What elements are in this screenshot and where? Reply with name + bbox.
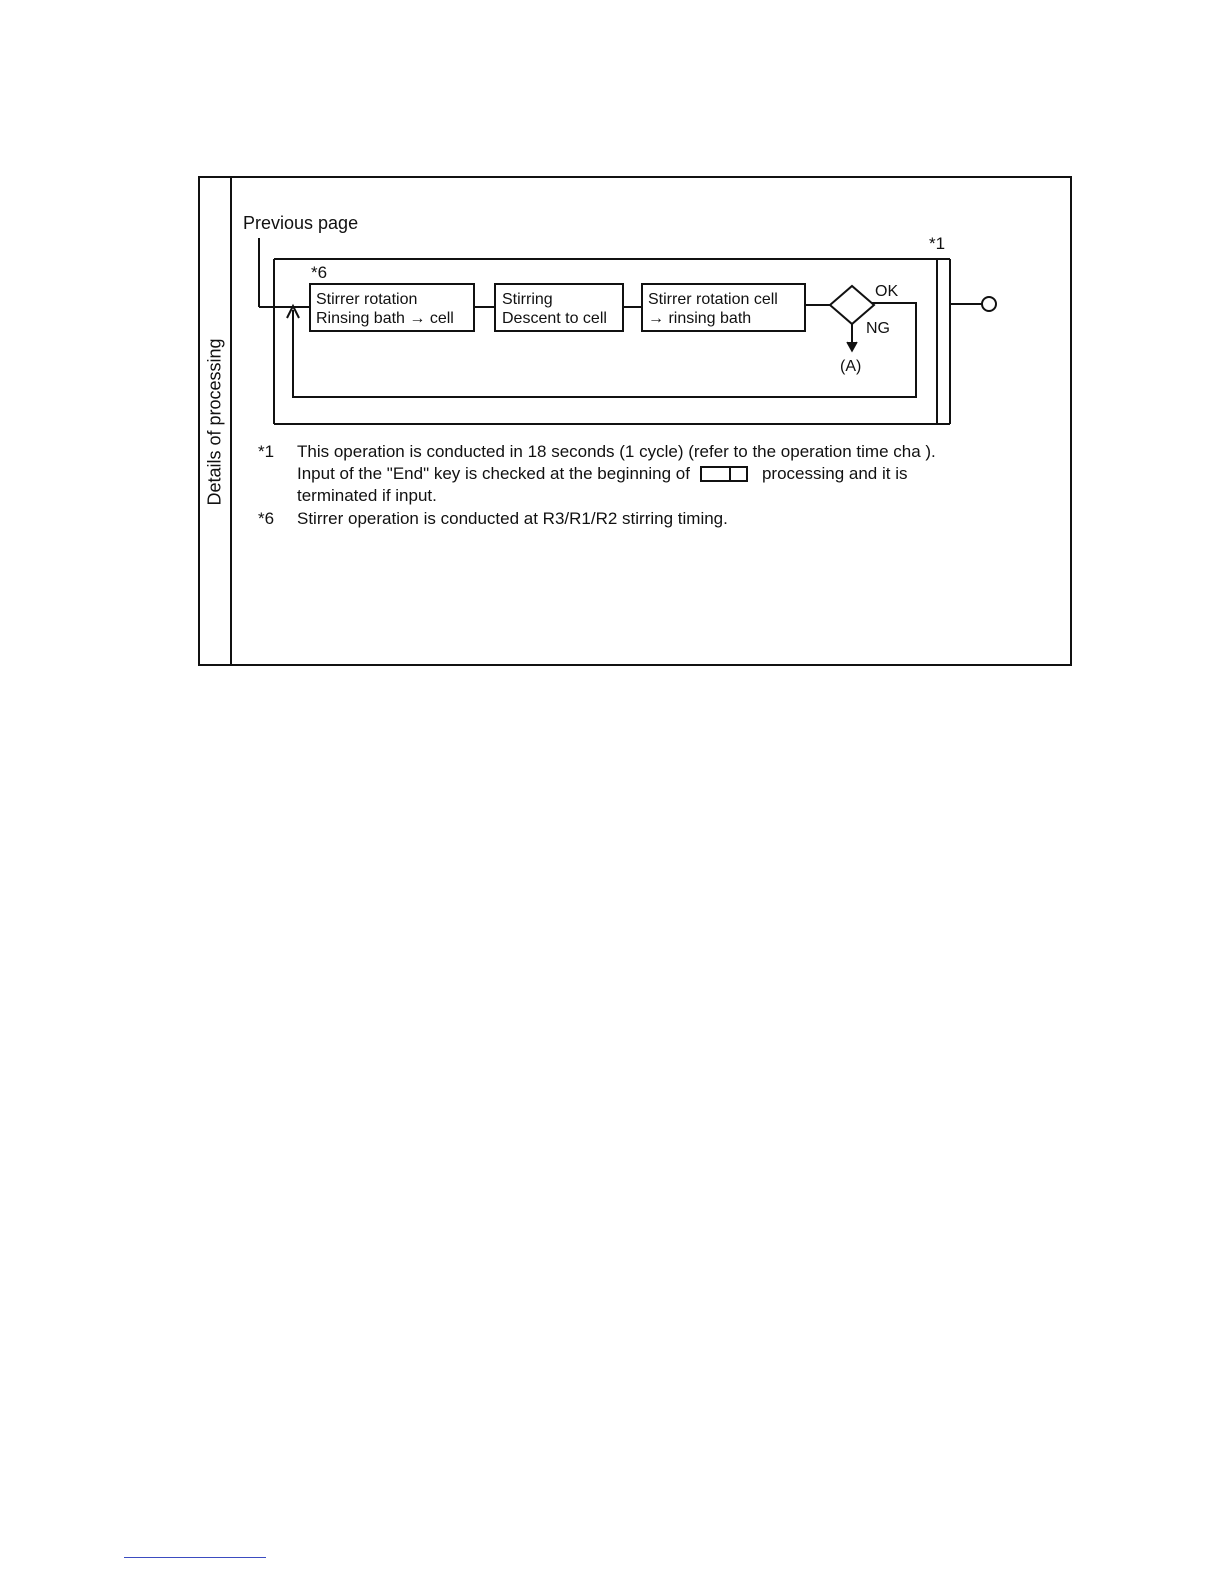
note-1-line2 (297, 463, 907, 485)
step-note-mark: *6 (311, 263, 328, 282)
flow-diagram (0, 0, 1224, 700)
decision-ng-label: NG (866, 320, 890, 337)
process-ref-box (700, 466, 748, 482)
step-3-line2: → rinsing bath (648, 310, 752, 327)
note-6-mark: *6 (258, 509, 275, 528)
footer-rule (124, 1557, 266, 1558)
step-1-line2: Rinsing bath → cell (316, 310, 454, 327)
ng-target-label: (A) (840, 358, 862, 375)
section-label: Details of processing (204, 338, 225, 506)
entry-connector (259, 238, 310, 307)
note-6-line1: Stirrer operation is conducted at R3/R1/R2 stirring timing. (297, 509, 728, 528)
note-1-line2-after: processing and it is (761, 464, 908, 483)
loop-note-mark: *1 (929, 234, 946, 253)
step-1-line1: Stirrer rotation (316, 291, 418, 308)
step-2-line2: Descent to cell (502, 310, 607, 327)
terminal-circle-icon (982, 297, 996, 311)
ng-arrow-down-icon (847, 342, 857, 351)
note-1-line3: terminated if input. (297, 486, 437, 505)
step-2-line1: Stirring (502, 291, 553, 308)
entry-label: Previous page (243, 213, 359, 233)
note-1-line2-before: Input of the "End" key is checked at the beginning of (297, 464, 690, 483)
note-1-mark: *1 (258, 442, 275, 461)
step-3-line1: Stirrer rotation cell (648, 291, 778, 308)
note-1-line1: This operation is conducted in 18 seconds (1 cycle) (refer to the operation time cha ). (297, 442, 936, 461)
decision-ok-label: OK (875, 283, 899, 300)
decision-diamond (830, 286, 874, 324)
